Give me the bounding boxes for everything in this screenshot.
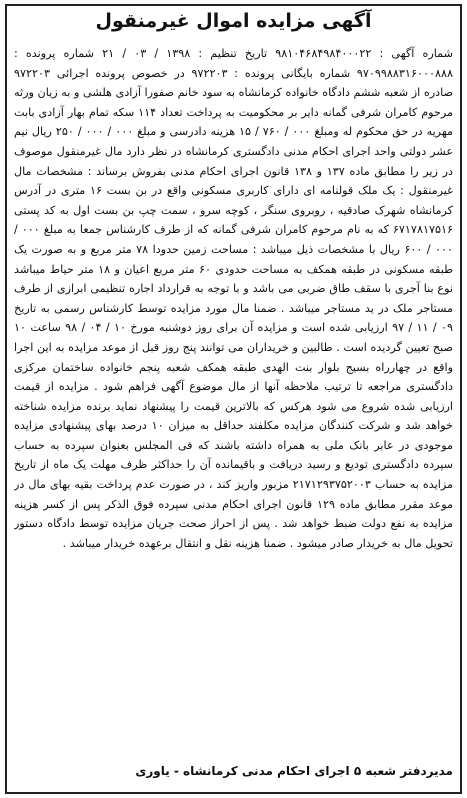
notice-title: آگهی مزایده اموال غیرمنقول <box>95 10 372 32</box>
notice-signature: مدیردفتر شعبه ۵ اجرای احکام مدنی کرمانشاه - یاوری <box>135 764 453 778</box>
notice-body: شماره آگهی : ۹۸۱۰۴۶۸۴۹۸۴۰۰۰۲۲ تاریخ تنظیم : ۱۳۹۸ / ۰۳ / ۲۱ شماره پرونده : ۹۷۰۹۹۸۸۳۱۶۰۰۰۸۸۸ شماره بایگانی پرونده : ۹۷۲۲۰۳ در خصوص پرونده اجرائی ۹۷۲۲۰۳ صادره از شعبه ششم دادگاه خانواده کرمانشاه به سود خانم صفورا آزادی هلشی و به زیان ورثه مرحوم کامران شرفی گمانه دایر بر محکومیت به پرداخت تعداد ۱۱۴ سکه تمام بهار آزادی بابت مهریه در حق محکوم له ومبلغ ۰۰۰ / ۷۶۰ / ۱۵ هزینه دادرسی و مبلغ ۰۰۰ / ۰۰۰ / ۲۵۰ ریال نیم عشر دولتی واحد اجرای احکام مدنی دادگستری کرمانشاه در نظر دارد مال غیرمنقول موصوف در زیر را مطابق ماده ۱۳۷ و ۱۳۸ قانون اجرای احکام مدنی بفروش برساند : مشخصات مال غیرمنقول : یک ملک قولنامه ای دارای کاربری مسکونی واقع در بن بست ۱۶ متری در آدرس کرمانشاه شهرک صادقیه ، روبروی سنگر ، کوچه سرو ، سمت چپ بن بست اول به کد پستی ۶۷۱۷۸۱۷۵۱۶ که به نام مرحوم کامران شرفی گمانه که از طرف کارشناس جمعا به مبلغ ۰۰۰ / ۰۰۰ / ۶۰۰ ریال با مشخصات ذیل میباشد : مساحت زمین حدودا ۷۸ متر مربع و به صورت یک طبقه مسکونی در طبقه همکف به مساحت حدودی ۶۰ متر مربع اعیان و ۱۸ متر حیاط میباشد نوع بنا آجری با سقف طاق ضربی می باشد و با توجه به قرارداد اجاره تنظیمی ابرازی از طرف مستاجر ملک در ید مستاجر میباشد . ضمنا مال مورد مزایده توسط کارشناس رسمی به تاریخ ۰۹ / ۱۱ / ۹۷ ارزیابی شده است و مزایده آن برای روز دوشنبه مورخ ۱۰ / ۰۴ / ۹۸ ساعت ۱۰ صبح تعیین گردیده است . طالبین و خریداران می توانند پنج روز قبل از موعد مزایده به این اجرا واقع در چهارراه بسیج بلوار بنت الهدی طبقه همکف شعبه پنجم خانواده ساختمان مرکزی دادگستری مراجعه تا ترتیب ملاحظه آنها از مال موضوع آگهی فراهم شود . مزایده از قیمت ارزیابی شده شروع می شود هرکس که بالاترین قیمت را پیشنهاد نماید برنده مزایده شناخته خواهد شد و شرکت کنندگان مزایده مکلفند حداقل به میزان ۱۰ درصد بهای پیشنهادی مزایده موجودی در عابر بانک ملی به همراه داشته باشند که فی المجلس بعنوان سپرده به حساب سپرده دادگستری تودیع و رسید دریافت و باقیمانده آن را حداکثر ظرف مهلت یک ماه از تاریخ مزایده به حساب ۲۱۷۱۲۹۳۷۵۲۰۰۳ مزبور واریز کند ، در صورت عدم پرداخت بقیه بهای مال در موعد مقرر مطابق ماده ۱۲۹ قانون اجرای احکام مدنی سپرده فوق الذکر پس از کسر هزینه مزایده به نفع دولت ضبط خواهد شد . پس از احراز صحت جریان مزایده توسط دادگاه دستور تحویل مال به خریدار صادر میشود . ضمنا هزینه نقل و انتقال برعهده خریدار میباشد . <box>14 47 453 550</box>
